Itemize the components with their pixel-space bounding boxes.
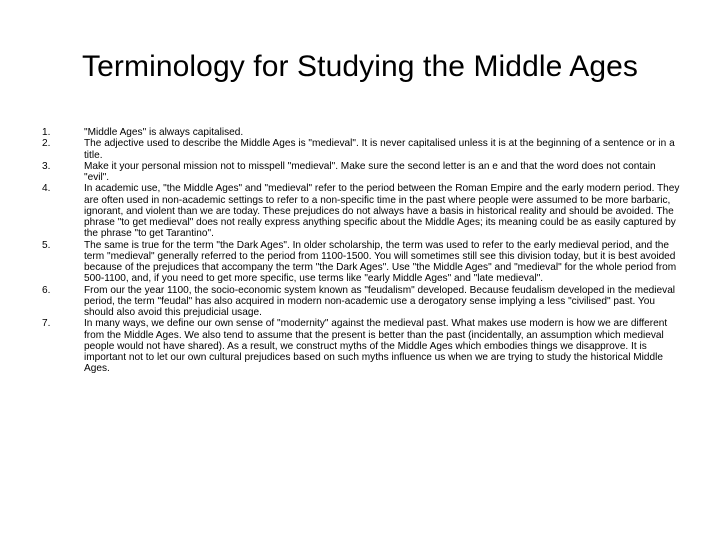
item-number: 2. <box>42 138 51 150</box>
item-number: 1. <box>42 127 51 138</box>
item-number: 6. <box>42 284 51 296</box>
item-number: 4. <box>42 183 51 195</box>
list-item <box>42 161 682 184</box>
terminology-list <box>42 127 682 375</box>
item-number: 7. <box>42 318 51 330</box>
slide-title: Terminology for Studying the Middle Ages <box>82 50 638 83</box>
list-item <box>42 285 682 319</box>
item-text: In many ways, we define our own sense of "modernity" against the medieval past. What makes use modern is how we are different from the Middle Ages. We also tend to assume that the present is better than the past (incidentally, an assumption which medieval people would not have shared). As a result, we construct myths of the Middle Ages which embodies things we disapprove. It is important not to let our own cultural prejudices based on such myths influence us when we are trying to study the historical Middle Ages. <box>84 318 668 375</box>
list-item <box>42 183 682 239</box>
item-text: From our the year 1100, the socio-economic system known as "feudalism" developed. Because feudalism developed in the medieval period, the term "feudal" has also acquired in modern non-academic use a derogatory sense implying a less "civilised" past. You should also avoid this prejudicial usage. <box>84 284 676 318</box>
item-text: The same is true for the term "the Dark Ages". In older scholarship, the term was used to refer to the early medieval period, and the term "medieval" generally referred to the period from 1100-1500. You will sometimes still see this division today, but it is best avoided because of the prejudices that accompany the term "the Dark Ages". Use "the Middle Ages" and "medieval" for the whole period from 500-1100, and, if you need to get more specific, use terms like "early Middle Ages" and "late medieval". <box>84 239 677 285</box>
item-text: In academic use, "the Middle Ages" and "medieval" refer to the period between the Roman Empire and the early modern period. They are often used in non-academic settings to refer to a non-specific time in the past where people were assumed to be more barbaric, ignorant, and violent than we are today. These prejudices do not always have a basis in historical reality and should be avoided. The phrase "to get medieval" does not really express anything specific about the Middle Ages; its meaning could be as easily captured by the phrase "to get Tarantino". <box>84 183 680 240</box>
list-item <box>42 240 682 285</box>
list-item <box>42 127 682 138</box>
list-item <box>42 138 682 161</box>
item-text: Make it your personal mission not to misspell "medieval". Make sure the second letter is an e and that the word does not contain "evil". <box>84 160 656 183</box>
list-item <box>42 318 682 374</box>
item-number: 3. <box>42 160 51 172</box>
item-text: "Middle Ages" is always capitalised. <box>84 127 244 138</box>
item-number: 5. <box>42 239 51 251</box>
item-text: The adjective used to describe the Middle Ages is "medieval". It is never capitalised unless it is at the beginning of a sentence or in a title. <box>84 138 675 161</box>
